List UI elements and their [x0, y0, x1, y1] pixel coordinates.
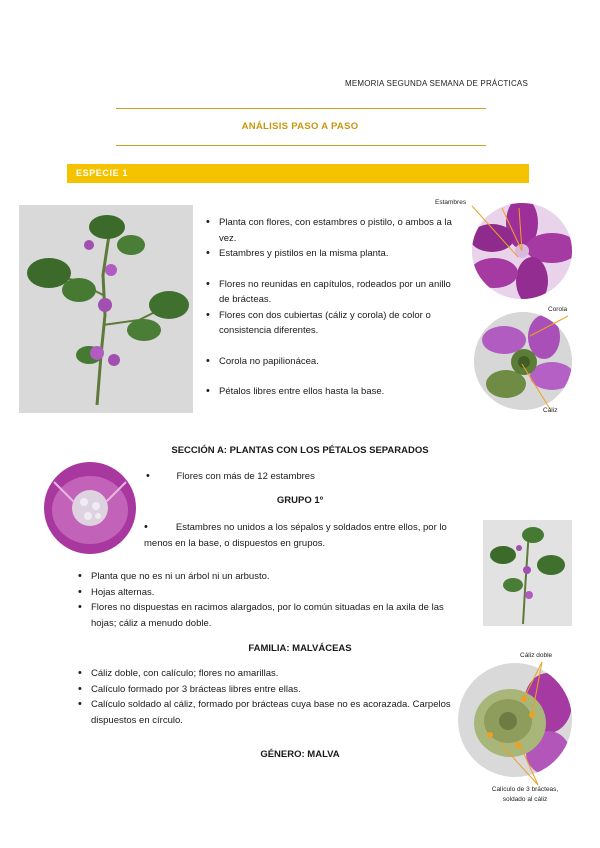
species-bullet: • Flores no reunidas en capítulos, rodeados por un anillo de brácteas.	[203, 277, 461, 308]
bullet-dot: •	[146, 470, 150, 482]
species-bar-label: ESPECIE 1	[76, 168, 128, 178]
stamen-closeup-photo	[44, 462, 136, 554]
species-bullets	[203, 215, 461, 400]
species-bullet: • Corola no papilionácea.	[203, 354, 461, 370]
section-a-bullet-row	[146, 469, 315, 485]
label-caliz: Cáliz	[543, 407, 558, 414]
familia-list-item: • Calículo formado por 3 brácteas libres entre ellas.	[75, 682, 455, 698]
document-header: MEMORIA SEGUNDA SEMANA DE PRÁCTICAS	[344, 79, 528, 88]
species-bullet: • Pétalos libres entre ellos hasta la base.	[203, 384, 461, 400]
estambres-pointer	[470, 205, 520, 260]
species-bullet: • Planta con flores, con estambres o pistilo, o ambos a la vez.	[203, 215, 461, 246]
top-rule	[116, 108, 486, 109]
familia-list-item: • Calículo soldado al cáliz, formado por brácteas cuya base no es acorazada. Carpelos dispuestos en círculo.	[75, 697, 455, 728]
calyx-pointers	[500, 660, 570, 790]
familia-list	[75, 666, 455, 728]
grupo-heading: GRUPO 1º	[276, 495, 324, 506]
bottom-rule	[116, 145, 486, 146]
familia-list-item: • Cáliz doble, con calículo; flores no amarillas.	[75, 666, 455, 682]
grupo-list-item: • Hojas alternas.	[75, 585, 467, 601]
corola-caliz-pointers	[520, 314, 570, 414]
label-corola: Corola	[548, 306, 568, 313]
section-a-bullet: Flores con más de 12 estambres	[176, 471, 315, 482]
label-caliculo-line1: Calículo de 3 brácteas,	[491, 786, 559, 793]
genero-heading: GÉNERO: MALVA	[260, 749, 340, 760]
grupo-bullet-text: Estambres no unidos a los sépalos y soldados entre ellos, por lo menos en la base, o dispuestos en grupos.	[144, 522, 447, 549]
species-bullet: • Flores con dos cubiertas (cáliz y corola) de color o consistencia diferentes.	[203, 308, 461, 339]
label-caliculo-line2: soldado al cáliz	[502, 796, 548, 803]
grupo-list-item: • Planta que no es ni un árbol ni un arbusto.	[75, 569, 467, 585]
plant-photo	[19, 205, 193, 413]
familia-heading: FAMILIA: MALVÁCEAS	[248, 643, 352, 654]
species-bar	[67, 164, 529, 183]
species-bullet: • Estambres y pistilos en la misma planta.	[203, 246, 461, 262]
section-title: ANÁLISIS PASO A PASO	[241, 121, 359, 132]
label-caliculo	[478, 785, 572, 805]
label-caliz-doble: Cáliz doble	[520, 652, 553, 659]
grupo-list-item: • Flores no dispuestas en racimos alargados, por lo común situadas en la axila de las hojas; cáliz a menudo doble.	[75, 600, 467, 631]
grupo-list	[75, 569, 467, 631]
section-a-heading: SECCIÓN A: PLANTAS CON LOS PÉTALOS SEPARADOS	[171, 445, 429, 456]
label-estambres: Estambres	[435, 199, 467, 206]
plant-photo-small	[483, 520, 572, 626]
grupo-bullet: • Estambres no unidos a los sépalos y soldados entre ellos, por lo menos en la base, o dispuestos en grupos.	[144, 521, 447, 549]
